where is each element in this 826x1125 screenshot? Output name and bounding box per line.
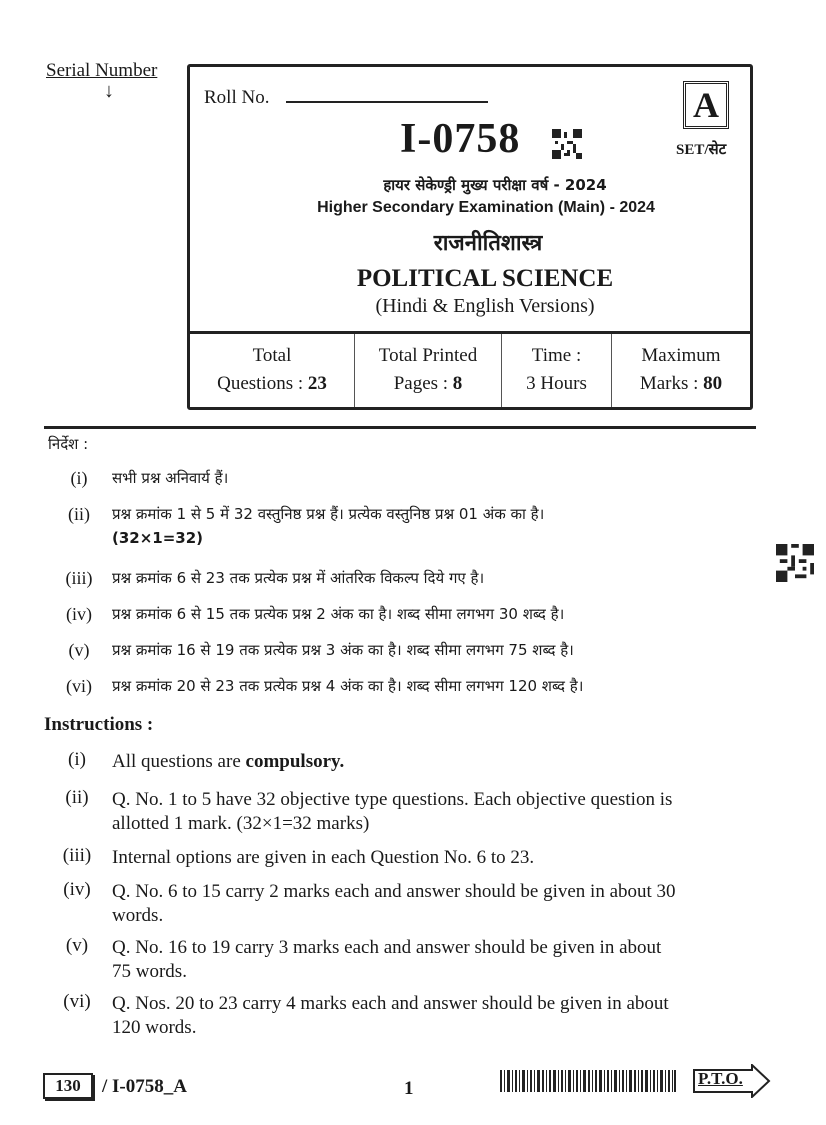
total-questions-cell: Total Questions : 23: [190, 334, 355, 407]
set-label: SET/सेट: [676, 142, 727, 158]
hindi-instructions-heading: निर्देश :: [48, 435, 89, 453]
hindi-item-text: प्रश्न क्रमांक 1 से 5 में 32 वस्तुनिष्ठ प्रश्न हैं। प्रत्येक वस्तुनिष्ठ प्रश्न 01 अंक का है।: [112, 505, 545, 523]
english-item-text: Q. No. 16 to 19 carry 3 marks each and answer should be given in about: [112, 937, 662, 958]
hindi-item-number: (ii): [68, 504, 90, 524]
pto-arrow-label: [692, 1064, 772, 1103]
hindi-item-text: प्रश्न क्रमांक 6 से 15 तक प्रत्येक प्रश्न 2 अंक का है। शब्द सीमा लगभग 30 शब्द है।: [112, 605, 565, 623]
english-item-text: Q. Nos. 20 to 23 carry 4 marks each and answer should be given in about: [112, 993, 669, 1014]
english-item-text: Internal options are given in each Question No. 6 to 23.: [112, 847, 535, 868]
set-letter-box: A: [683, 81, 729, 129]
english-item-text-continued: allotted 1 mark. (32×1=32 marks): [112, 813, 370, 834]
english-item-text: Q. No. 6 to 15 carry 2 marks each and answer should be given in about 30: [112, 881, 676, 902]
hindi-item-number: (iv): [66, 604, 92, 624]
roll-no-line: [286, 101, 488, 103]
section-divider: [44, 426, 756, 429]
exam-title-english: Higher Secondary Examination (Main) - 2024: [317, 199, 655, 216]
english-item-number: (ii): [65, 787, 89, 808]
english-item-number: (iii): [62, 845, 92, 866]
english-item-text: All questions are compulsory.: [112, 751, 345, 772]
exam-header-box: [187, 64, 753, 410]
english-item-text-continued: 75 words.: [112, 961, 187, 982]
hindi-item-text: प्रश्न क्रमांक 20 से 23 तक प्रत्येक प्रश्न 4 अंक का है। शब्द सीमा लगभग 120 शब्द है।: [112, 677, 584, 695]
paper-box-number: 130: [43, 1073, 93, 1099]
qr-code-icon: [776, 544, 814, 582]
english-item-text-continued: words.: [112, 905, 164, 926]
english-item-text: Q. No. 1 to 5 have 32 objective type questions. Each objective question is: [112, 789, 673, 810]
pto-text: P.T.O.: [698, 1069, 743, 1088]
hindi-item-text: सभी प्रश्न अनिवार्य हैं।: [112, 469, 229, 487]
english-item-number: (i): [68, 749, 86, 770]
barcode-icon: [500, 1070, 676, 1092]
total-pages-cell: Total Printed Pages : 8: [355, 334, 502, 407]
hindi-item-text: प्रश्न क्रमांक 6 से 23 तक प्रत्येक प्रश्न में आंतरिक विकल्प दिये गए है।: [112, 569, 485, 587]
hindi-item-text: प्रश्न क्रमांक 16 से 19 तक प्रत्येक प्रश्न 3 अंक का है। शब्द सीमा लगभग 75 शब्द है।: [112, 641, 574, 659]
english-instructions-heading: Instructions :: [44, 714, 154, 735]
hindi-item-number: (iii): [65, 568, 93, 588]
paper-code: I-0758: [400, 116, 521, 162]
down-arrow-icon: ↓: [104, 80, 114, 102]
maximum-marks-cell: Maximum Marks : 80: [639, 345, 723, 394]
english-item-number: (iv): [63, 879, 91, 900]
english-item-number: (vi): [63, 991, 91, 1012]
subject-title-english: POLITICAL SCIENCE: [356, 265, 614, 292]
exam-title-hindi: हायर सेकेण्ड्री मुख्य परीक्षा वर्ष - 2024: [383, 176, 607, 194]
hindi-item-text-continued: (32×1=32): [112, 529, 204, 547]
english-item-number: (v): [65, 935, 89, 956]
paper-id: / I-0758_A: [102, 1076, 187, 1097]
qr-code-icon: [552, 129, 582, 159]
hindi-item-number: (vi): [66, 676, 92, 696]
subject-title-hindi: राजनीतिशास्त्र: [433, 231, 543, 256]
page-number: 1: [404, 1078, 414, 1099]
serial-number-label: Serial Number: [46, 60, 158, 81]
roll-no-label: Roll No.: [204, 87, 270, 108]
time-cell: Time : 3 Hours: [502, 334, 612, 407]
hindi-item-number: (v): [68, 640, 90, 660]
english-item-text-continued: 120 words.: [112, 1017, 197, 1038]
versions-note: (Hindi & English Versions): [375, 295, 595, 317]
exam-info-row: [190, 331, 750, 407]
hindi-item-number: (i): [70, 468, 88, 488]
